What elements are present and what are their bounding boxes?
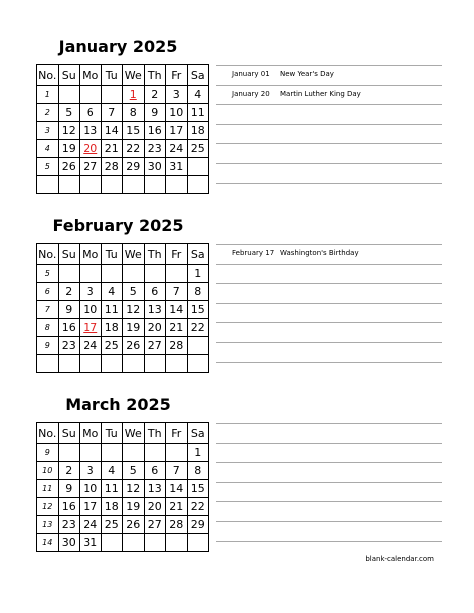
day-cell: 19 (58, 140, 80, 158)
week-row (37, 158, 209, 176)
day-cell: 9 (144, 104, 166, 122)
day-cell: 10 (80, 480, 102, 498)
note-line (216, 521, 442, 522)
weekday-header: Th (144, 244, 166, 265)
day-cell: 12 (123, 301, 145, 319)
day-cell (101, 176, 123, 194)
day-cell: 9 (58, 480, 80, 498)
day-cell: 24 (80, 337, 102, 355)
day-cell: 30 (144, 158, 166, 176)
day-cell: 14 (166, 480, 188, 498)
note-line (216, 163, 442, 164)
day-cell (80, 444, 102, 462)
note-line (216, 423, 442, 424)
week-number (37, 355, 59, 373)
week-number: 1 (37, 86, 59, 104)
holiday-name: Martin Luther King Day (280, 89, 361, 98)
week-number: 5 (37, 265, 59, 283)
week-number: 14 (37, 534, 59, 552)
day-cell (187, 337, 209, 355)
week-row (37, 462, 209, 480)
day-cell: 20 (80, 140, 102, 158)
day-cell (101, 86, 123, 104)
day-cell (187, 176, 209, 194)
day-cell: 12 (123, 480, 145, 498)
day-cell: 3 (166, 86, 188, 104)
footer-site-label: blank-calendar.com (365, 555, 434, 563)
day-cell: 14 (101, 122, 123, 140)
day-cell (101, 355, 123, 373)
weekday-header-row (37, 423, 209, 444)
day-cell: 9 (58, 301, 80, 319)
day-cell: 6 (80, 104, 102, 122)
note-line (216, 322, 442, 323)
day-cell: 23 (58, 337, 80, 355)
day-cell (144, 176, 166, 194)
calendar-grid-january (36, 64, 209, 194)
day-cell (80, 355, 102, 373)
day-cell: 28 (101, 158, 123, 176)
weekday-header: We (123, 423, 145, 444)
day-cell (166, 534, 188, 552)
week-number: 11 (37, 480, 59, 498)
weekday-header: We (123, 65, 145, 86)
day-cell: 31 (166, 158, 188, 176)
day-cell: 13 (144, 480, 166, 498)
day-cell: 28 (166, 516, 188, 534)
day-cell: 6 (144, 462, 166, 480)
note-line (216, 342, 442, 343)
weekday-header: Mo (80, 423, 102, 444)
day-cell: 28 (166, 337, 188, 355)
day-cell (58, 176, 80, 194)
day-cell (123, 355, 145, 373)
week-row (37, 498, 209, 516)
day-cell: 4 (187, 86, 209, 104)
day-cell (123, 265, 145, 283)
day-cell (80, 86, 102, 104)
day-cell: 8 (187, 462, 209, 480)
day-cell: 4 (101, 283, 123, 301)
note-line (216, 244, 442, 245)
week-number: 10 (37, 462, 59, 480)
weekday-header: Su (58, 423, 80, 444)
day-cell (58, 355, 80, 373)
day-cell (187, 534, 209, 552)
day-cell (166, 355, 188, 373)
day-cell: 5 (58, 104, 80, 122)
day-cell (80, 176, 102, 194)
weekday-header: No. (37, 423, 59, 444)
holiday-date: January 01 (232, 70, 270, 78)
week-number: 8 (37, 319, 59, 337)
day-cell: 11 (187, 104, 209, 122)
day-cell: 14 (166, 301, 188, 319)
day-cell: 26 (58, 158, 80, 176)
day-cell (101, 265, 123, 283)
day-cell: 21 (166, 498, 188, 516)
day-cell: 19 (123, 319, 145, 337)
day-cell (144, 355, 166, 373)
day-cell: 16 (58, 498, 80, 516)
day-cell: 20 (144, 498, 166, 516)
weekday-header: Tu (101, 244, 123, 265)
day-cell (58, 444, 80, 462)
day-cell (101, 444, 123, 462)
day-cell: 17 (80, 319, 102, 337)
day-cell (123, 534, 145, 552)
weekday-header: Sa (187, 244, 209, 265)
day-cell (144, 265, 166, 283)
day-cell: 30 (58, 534, 80, 552)
week-row (37, 176, 209, 194)
day-cell: 20 (144, 319, 166, 337)
day-cell (123, 444, 145, 462)
day-cell: 7 (101, 104, 123, 122)
note-line (216, 104, 442, 105)
day-cell: 23 (58, 516, 80, 534)
day-cell: 22 (123, 140, 145, 158)
weekday-header: No. (37, 65, 59, 86)
week-row (37, 140, 209, 158)
day-cell: 21 (166, 319, 188, 337)
week-row (37, 534, 209, 552)
week-number: 12 (37, 498, 59, 516)
day-cell (144, 444, 166, 462)
weekday-header: No. (37, 244, 59, 265)
day-cell: 11 (101, 480, 123, 498)
day-cell (166, 176, 188, 194)
week-row (37, 319, 209, 337)
day-cell: 15 (187, 301, 209, 319)
day-cell: 21 (101, 140, 123, 158)
calendar-grid-february (36, 243, 209, 373)
month-title-january: January 2025 (58, 37, 178, 56)
week-row (37, 337, 209, 355)
weekday-header: Sa (187, 65, 209, 86)
day-cell: 24 (80, 516, 102, 534)
week-row (37, 301, 209, 319)
day-cell: 10 (166, 104, 188, 122)
week-number: 9 (37, 337, 59, 355)
day-cell: 13 (144, 301, 166, 319)
weekday-header: Th (144, 423, 166, 444)
note-line (216, 283, 442, 284)
day-cell (58, 86, 80, 104)
day-cell: 22 (187, 319, 209, 337)
weekday-header: Mo (80, 65, 102, 86)
day-cell: 3 (80, 283, 102, 301)
weekday-header-row (37, 244, 209, 265)
weekday-header: Fr (166, 244, 188, 265)
day-cell: 8 (123, 104, 145, 122)
week-row (37, 444, 209, 462)
day-cell: 13 (80, 122, 102, 140)
note-line (216, 443, 442, 444)
week-row (37, 355, 209, 373)
day-cell: 7 (166, 283, 188, 301)
day-cell: 1 (123, 86, 145, 104)
day-cell: 2 (144, 86, 166, 104)
note-line (216, 362, 442, 363)
holiday-date: February 17 (232, 249, 275, 257)
week-number: 6 (37, 283, 59, 301)
week-row (37, 104, 209, 122)
week-number: 7 (37, 301, 59, 319)
day-cell: 12 (58, 122, 80, 140)
day-cell (166, 444, 188, 462)
week-number: 5 (37, 158, 59, 176)
day-cell: 18 (101, 498, 123, 516)
holiday-name: Washington's Birthday (280, 249, 359, 257)
day-cell (187, 158, 209, 176)
week-row (37, 516, 209, 534)
day-cell: 1 (187, 265, 209, 283)
week-row (37, 480, 209, 498)
week-number: 2 (37, 104, 59, 122)
note-line (216, 303, 442, 304)
note-line (216, 143, 442, 144)
day-cell: 15 (123, 122, 145, 140)
weekday-header: Su (58, 244, 80, 265)
day-cell: 6 (144, 283, 166, 301)
day-cell: 19 (123, 498, 145, 516)
weekday-header: Fr (166, 423, 188, 444)
day-cell: 29 (187, 516, 209, 534)
day-cell: 5 (123, 462, 145, 480)
week-number (37, 176, 59, 194)
day-cell: 26 (123, 516, 145, 534)
day-cell (80, 265, 102, 283)
day-cell: 22 (187, 498, 209, 516)
day-cell (144, 534, 166, 552)
note-line (216, 85, 442, 86)
day-cell: 23 (144, 140, 166, 158)
note-line (216, 65, 442, 66)
day-cell: 17 (80, 498, 102, 516)
day-cell: 11 (101, 301, 123, 319)
day-cell: 10 (80, 301, 102, 319)
weekday-header-row (37, 65, 209, 86)
weekday-header: Th (144, 65, 166, 86)
week-number: 3 (37, 122, 59, 140)
week-row (37, 122, 209, 140)
note-line (216, 264, 442, 265)
day-cell: 16 (144, 122, 166, 140)
day-cell: 24 (166, 140, 188, 158)
day-cell: 8 (187, 283, 209, 301)
weekday-header: Tu (101, 423, 123, 444)
weekday-header: Mo (80, 244, 102, 265)
day-cell: 25 (101, 337, 123, 355)
day-cell: 25 (101, 516, 123, 534)
note-line (216, 124, 442, 125)
day-cell (58, 265, 80, 283)
day-cell: 5 (123, 283, 145, 301)
day-cell: 16 (58, 319, 80, 337)
day-cell: 2 (58, 462, 80, 480)
note-line (216, 183, 442, 184)
calendar-grid-march (36, 422, 209, 552)
month-title-march: March 2025 (65, 395, 171, 414)
weekday-header: Tu (101, 65, 123, 86)
weekday-header: Fr (166, 65, 188, 86)
weekday-header: Sa (187, 423, 209, 444)
day-cell: 27 (144, 516, 166, 534)
day-cell: 27 (80, 158, 102, 176)
note-line (216, 501, 442, 502)
day-cell: 2 (58, 283, 80, 301)
day-cell: 26 (123, 337, 145, 355)
day-cell (187, 355, 209, 373)
day-cell: 15 (187, 480, 209, 498)
day-cell: 18 (101, 319, 123, 337)
week-number: 9 (37, 444, 59, 462)
day-cell: 4 (101, 462, 123, 480)
week-row (37, 86, 209, 104)
day-cell: 1 (187, 444, 209, 462)
day-cell: 29 (123, 158, 145, 176)
note-line (216, 462, 442, 463)
day-cell: 27 (144, 337, 166, 355)
day-cell: 17 (166, 122, 188, 140)
day-cell (101, 534, 123, 552)
weekday-header: Su (58, 65, 80, 86)
day-cell: 31 (80, 534, 102, 552)
day-cell: 25 (187, 140, 209, 158)
holiday-name: New Year's Day (280, 70, 334, 78)
week-row (37, 283, 209, 301)
week-row (37, 265, 209, 283)
holiday-date: January 20 (232, 89, 270, 98)
week-number: 4 (37, 140, 59, 158)
week-number: 13 (37, 516, 59, 534)
note-line (216, 482, 442, 483)
day-cell: 18 (187, 122, 209, 140)
day-cell: 3 (80, 462, 102, 480)
note-line (216, 541, 442, 542)
month-title-february: February 2025 (52, 216, 184, 235)
day-cell (123, 176, 145, 194)
day-cell (166, 265, 188, 283)
weekday-header: We (123, 244, 145, 265)
day-cell: 7 (166, 462, 188, 480)
